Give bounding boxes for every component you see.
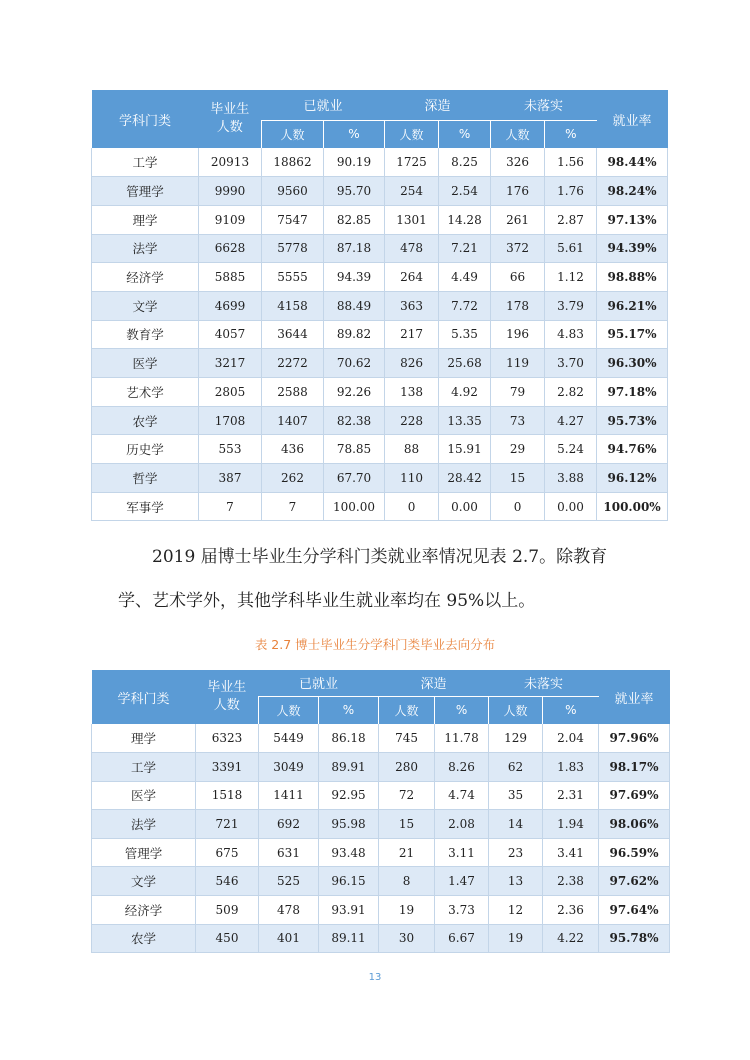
header-study: 深造 [385,90,491,120]
value-cell: 5778 [262,234,324,263]
value-cell: 1301 [385,205,439,234]
value-cell: 88.49 [324,291,385,320]
value-cell: 387 [199,464,262,493]
value-cell: 1.12 [545,263,597,292]
value-cell: 7.72 [439,291,491,320]
value-cell: 2.04 [543,724,599,753]
header-employed: 已就业 [259,670,379,696]
value-cell: 15 [491,464,545,493]
header-pct: % [543,696,599,724]
value-cell: 1411 [259,781,319,810]
category-cell: 文学 [92,291,199,320]
header-category: 学科门类 [92,90,199,148]
rate-cell: 98.44% [597,148,668,177]
value-cell: 67.70 [324,464,385,493]
value-cell: 261 [491,205,545,234]
rate-cell: 98.24% [597,177,668,206]
value-cell: 11.78 [435,724,489,753]
value-cell: 13.35 [439,406,491,435]
table-body [92,148,668,521]
header-category: 学科门类 [92,670,196,724]
category-cell: 理学 [92,205,199,234]
value-cell: 29 [491,435,545,464]
table-row [92,924,670,953]
header-count: 人数 [489,696,543,724]
rate-cell: 96.21% [597,291,668,320]
value-cell: 96.15 [319,867,379,896]
value-cell: 8.25 [439,148,491,177]
category-cell: 管理学 [92,838,196,867]
value-cell: 264 [385,263,439,292]
value-cell: 19 [379,896,435,925]
value-cell: 262 [262,464,324,493]
rate-cell: 95.73% [597,406,668,435]
value-cell: 4158 [262,291,324,320]
value-cell: 3.11 [435,838,489,867]
value-cell: 62 [489,753,543,782]
rate-cell: 97.13% [597,205,668,234]
value-cell: 72 [379,781,435,810]
value-cell: 28.42 [439,464,491,493]
value-cell: 12 [489,896,543,925]
category-cell: 法学 [92,234,199,263]
value-cell: 372 [491,234,545,263]
value-cell: 3.73 [435,896,489,925]
rate-cell: 98.17% [599,753,670,782]
rate-cell: 97.18% [597,378,668,407]
value-cell: 478 [259,896,319,925]
rate-cell: 95.17% [597,320,668,349]
category-cell: 医学 [92,349,199,378]
value-cell: 2272 [262,349,324,378]
value-cell: 1.76 [545,177,597,206]
value-cell: 15.91 [439,435,491,464]
table-row [92,148,668,177]
header-study: 深造 [379,670,489,696]
table-doctoral-employment [91,670,670,953]
value-cell: 92.95 [319,781,379,810]
header-pct: % [435,696,489,724]
value-cell: 82.38 [324,406,385,435]
header-count: 人数 [379,696,435,724]
value-cell: 254 [385,177,439,206]
value-cell: 478 [385,234,439,263]
category-cell: 农学 [92,406,199,435]
value-cell: 4.27 [545,406,597,435]
value-cell: 110 [385,464,439,493]
value-cell: 5.35 [439,320,491,349]
value-cell: 4.74 [435,781,489,810]
value-cell: 228 [385,406,439,435]
value-cell: 14.28 [439,205,491,234]
value-cell: 1.47 [435,867,489,896]
header-pct: % [545,120,597,148]
value-cell: 90.19 [324,148,385,177]
table-row [92,378,668,407]
table-row [92,753,670,782]
value-cell: 3.88 [545,464,597,493]
header-rate: 就业率 [599,670,670,724]
header-count: 人数 [262,120,324,148]
header-count: 人数 [259,696,319,724]
value-cell: 326 [491,148,545,177]
category-cell: 理学 [92,724,196,753]
value-cell: 1407 [262,406,324,435]
value-cell: 89.82 [324,320,385,349]
value-cell: 21 [379,838,435,867]
category-cell: 历史学 [92,435,199,464]
value-cell: 631 [259,838,319,867]
value-cell: 9109 [199,205,262,234]
value-cell: 3049 [259,753,319,782]
value-cell: 89.91 [319,753,379,782]
table-row [92,435,668,464]
value-cell: 721 [196,810,259,839]
value-cell: 7 [199,492,262,521]
value-cell: 87.18 [324,234,385,263]
rate-cell: 97.64% [599,896,670,925]
category-cell: 文学 [92,867,196,896]
value-cell: 100.00 [324,492,385,521]
header-graduates: 毕业生人数 [199,90,262,148]
value-cell: 4.92 [439,378,491,407]
value-cell: 2.87 [545,205,597,234]
value-cell: 0.00 [545,492,597,521]
value-cell: 5555 [262,263,324,292]
header-pct: % [439,120,491,148]
value-cell: 1.94 [543,810,599,839]
value-cell: 6323 [196,724,259,753]
value-cell: 5.24 [545,435,597,464]
value-cell: 93.48 [319,838,379,867]
value-cell: 7.21 [439,234,491,263]
value-cell: 2.54 [439,177,491,206]
value-cell: 3644 [262,320,324,349]
table-row [92,291,668,320]
value-cell: 13 [489,867,543,896]
category-cell: 经济学 [92,263,199,292]
category-cell: 工学 [92,753,196,782]
value-cell: 14 [489,810,543,839]
table-row [92,406,668,435]
header-pct: % [319,696,379,724]
category-cell: 医学 [92,781,196,810]
category-cell: 工学 [92,148,199,177]
value-cell: 675 [196,838,259,867]
table-row [92,263,668,292]
rate-cell: 96.30% [597,349,668,378]
value-cell: 119 [491,349,545,378]
value-cell: 3.70 [545,349,597,378]
value-cell: 5885 [199,263,262,292]
value-cell: 4057 [199,320,262,349]
value-cell: 4.22 [543,924,599,953]
value-cell: 6.67 [435,924,489,953]
value-cell: 826 [385,349,439,378]
value-cell: 2.08 [435,810,489,839]
value-cell: 0.00 [439,492,491,521]
value-cell: 8.26 [435,753,489,782]
table-row [92,867,670,896]
value-cell: 66 [491,263,545,292]
header-rate: 就业率 [597,90,668,148]
value-cell: 436 [262,435,324,464]
table-row [92,838,670,867]
category-cell: 教育学 [92,320,199,349]
category-cell: 军事学 [92,492,199,521]
value-cell: 1708 [199,406,262,435]
value-cell: 745 [379,724,435,753]
value-cell: 138 [385,378,439,407]
table-row [92,896,670,925]
category-cell: 哲学 [92,464,199,493]
rate-cell: 95.78% [599,924,670,953]
value-cell: 1.56 [545,148,597,177]
value-cell: 3391 [196,753,259,782]
value-cell: 2588 [262,378,324,407]
value-cell: 0 [385,492,439,521]
value-cell: 546 [196,867,259,896]
value-cell: 78.85 [324,435,385,464]
table-row [92,464,668,493]
value-cell: 3217 [199,349,262,378]
rate-cell: 94.76% [597,435,668,464]
value-cell: 92.26 [324,378,385,407]
value-cell: 9990 [199,177,262,206]
value-cell: 15 [379,810,435,839]
value-cell: 5.61 [545,234,597,263]
value-cell: 7547 [262,205,324,234]
category-cell: 法学 [92,810,196,839]
header-graduates: 毕业生人数 [196,670,259,724]
value-cell: 525 [259,867,319,896]
rate-cell: 98.88% [597,263,668,292]
value-cell: 553 [199,435,262,464]
value-cell: 2.38 [543,867,599,896]
value-cell: 129 [489,724,543,753]
value-cell: 86.18 [319,724,379,753]
value-cell: 2.36 [543,896,599,925]
value-cell: 30 [379,924,435,953]
header-employed: 已就业 [262,90,385,120]
value-cell: 35 [489,781,543,810]
header-count: 人数 [385,120,439,148]
category-cell: 管理学 [92,177,199,206]
table-row [92,781,670,810]
value-cell: 692 [259,810,319,839]
table-master-employment [91,90,668,521]
value-cell: 509 [196,896,259,925]
value-cell: 1.83 [543,753,599,782]
value-cell: 94.39 [324,263,385,292]
value-cell: 93.91 [319,896,379,925]
rate-cell: 96.12% [597,464,668,493]
table-row [92,320,668,349]
table-row [92,234,668,263]
value-cell: 70.62 [324,349,385,378]
value-cell: 280 [379,753,435,782]
value-cell: 401 [259,924,319,953]
table-row [92,177,668,206]
value-cell: 4.83 [545,320,597,349]
value-cell: 89.11 [319,924,379,953]
value-cell: 2.31 [543,781,599,810]
value-cell: 176 [491,177,545,206]
rate-cell: 97.96% [599,724,670,753]
value-cell: 7 [262,492,324,521]
value-cell: 196 [491,320,545,349]
value-cell: 217 [385,320,439,349]
value-cell: 2805 [199,378,262,407]
value-cell: 1518 [196,781,259,810]
value-cell: 178 [491,291,545,320]
table-row [92,492,668,521]
value-cell: 4.49 [439,263,491,292]
paragraph-line: 2019 届博士毕业生分学科门类就业率情况见表 2.7。除教育 [152,547,608,567]
value-cell: 3.41 [543,838,599,867]
value-cell: 1725 [385,148,439,177]
rate-cell: 94.39% [597,234,668,263]
header-count: 人数 [491,120,545,148]
value-cell: 4699 [199,291,262,320]
page-number: 13 [368,972,382,983]
paragraph-line: 学、艺术学外，其他学科毕业生就业率均在 95%以上。 [118,591,536,611]
value-cell: 25.68 [439,349,491,378]
rate-cell: 100.00% [597,492,668,521]
value-cell: 450 [196,924,259,953]
table-caption: 表 2.7 博士毕业生分学科门类毕业去向分布 [254,637,496,652]
value-cell: 95.70 [324,177,385,206]
value-cell: 3.79 [545,291,597,320]
category-cell: 经济学 [92,896,196,925]
category-cell: 农学 [92,924,196,953]
table-row [92,810,670,839]
header-unplaced: 未落实 [489,670,599,696]
value-cell: 9560 [262,177,324,206]
rate-cell: 97.62% [599,867,670,896]
value-cell: 73 [491,406,545,435]
value-cell: 88 [385,435,439,464]
rate-cell: 98.06% [599,810,670,839]
category-cell: 艺术学 [92,378,199,407]
value-cell: 8 [379,867,435,896]
header-pct: % [324,120,385,148]
value-cell: 20913 [199,148,262,177]
value-cell: 79 [491,378,545,407]
value-cell: 19 [489,924,543,953]
value-cell: 363 [385,291,439,320]
rate-cell: 96.59% [599,838,670,867]
header-unplaced: 未落实 [491,90,597,120]
rate-cell: 97.69% [599,781,670,810]
value-cell: 23 [489,838,543,867]
value-cell: 5449 [259,724,319,753]
value-cell: 6628 [199,234,262,263]
table-row [92,205,668,234]
value-cell: 82.85 [324,205,385,234]
value-cell: 95.98 [319,810,379,839]
value-cell: 18862 [262,148,324,177]
table-row [92,349,668,378]
table-body [92,724,670,953]
value-cell: 0 [491,492,545,521]
table-row [92,724,670,753]
value-cell: 2.82 [545,378,597,407]
